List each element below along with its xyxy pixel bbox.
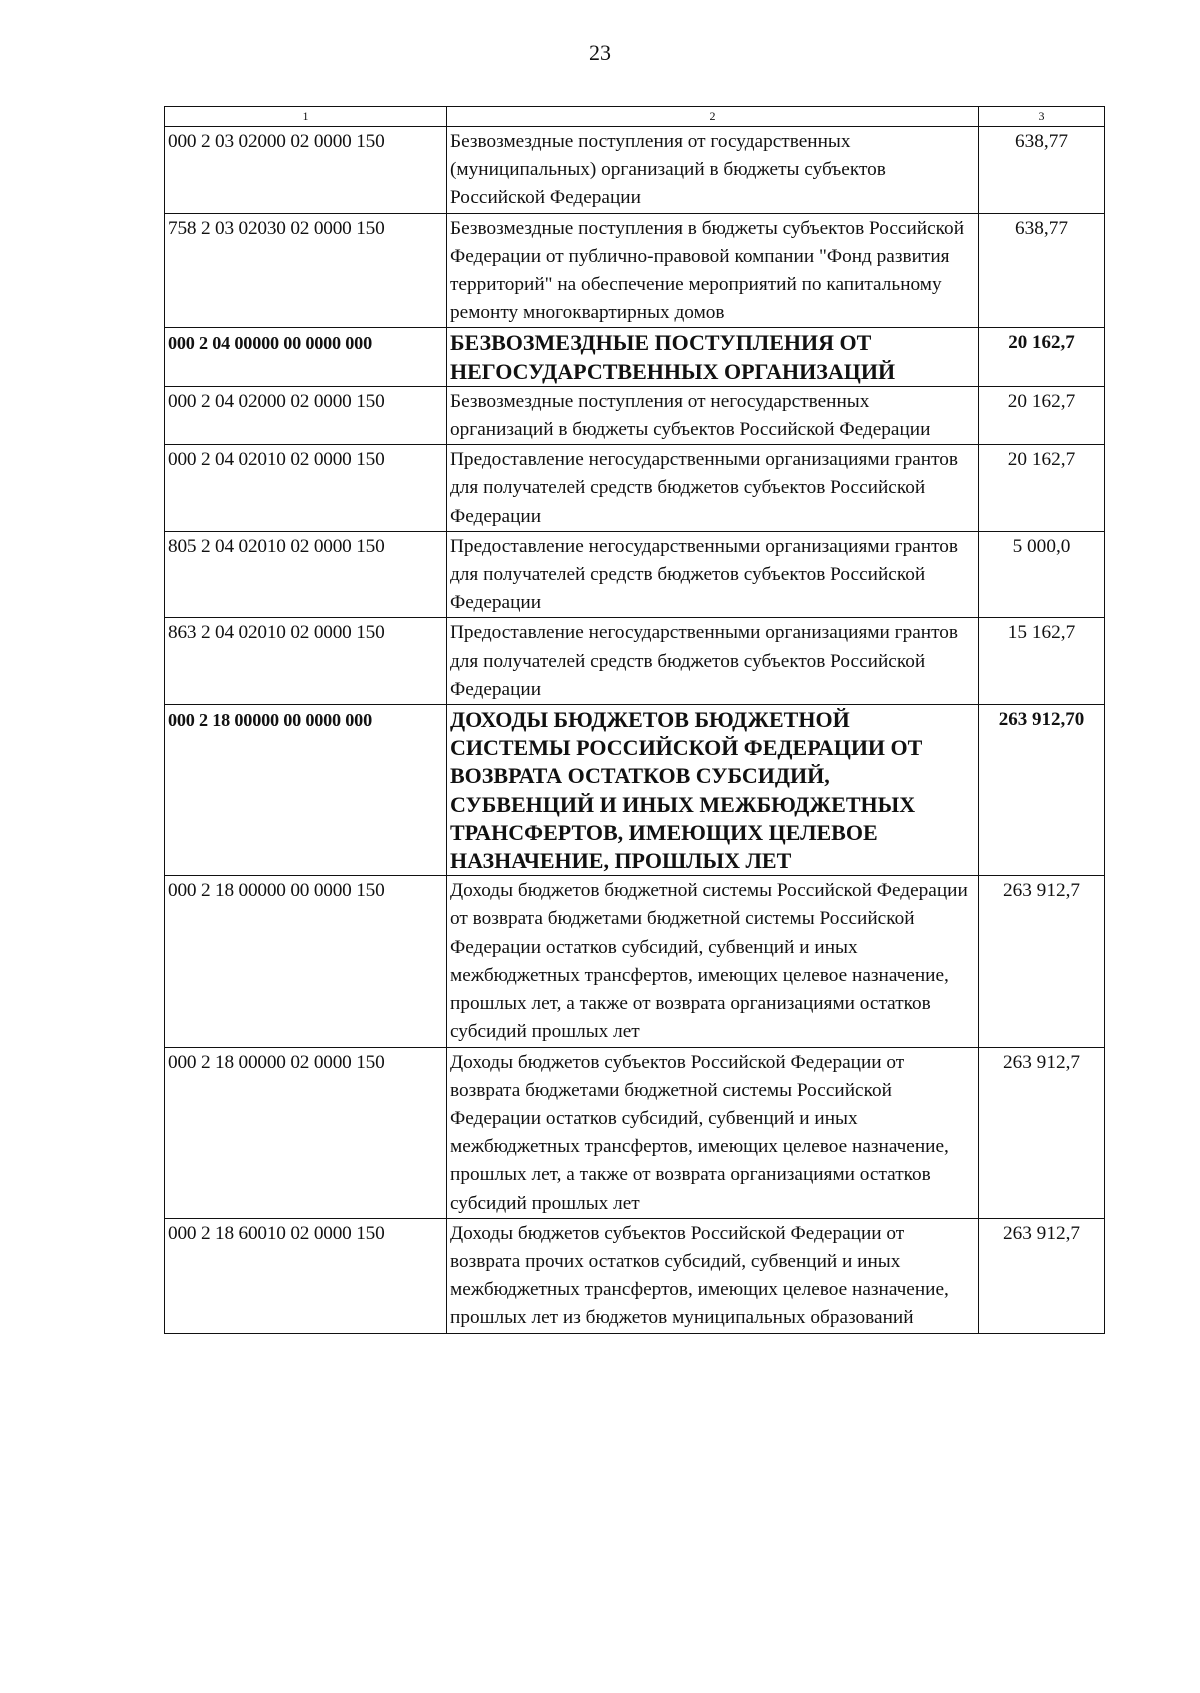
income-name: Доходы бюджетов бюджетной системы Российской Федерации от возврата бюджетами бюджетной системы Российской Федерации остатков субсидий, субвенций и иных межбюджетных трансфертов, имеющих целевое назначение, прошлых лет, а также от возврата организациями остатков субсидий прошлых лет (447, 876, 979, 1047)
table-row (165, 328, 1105, 386)
amount: 263 912,7 (979, 1218, 1105, 1333)
table-row (165, 445, 1105, 532)
table-row (165, 213, 1105, 328)
income-name: Безвозмездные поступления от государственных (муниципальных) организаций в бюджеты субъектов Российской Федерации (447, 127, 979, 214)
table-row (165, 1047, 1105, 1218)
amount: 20 162,7 (979, 445, 1105, 532)
budget-code: 000 2 03 02000 02 0000 150 (165, 127, 447, 214)
income-name: Доходы бюджетов субъектов Российской Федерации от возврата прочих остатков субсидий, субвенций и иных межбюджетных трансфертов, имеющих целевое назначение, прошлых лет из бюджетов муниципальных образований (447, 1218, 979, 1333)
income-name: Предоставление негосударственными организациями грантов для получателей средств бюджетов субъектов Российской Федерации (447, 618, 979, 705)
budget-revenue-table (164, 106, 1105, 1334)
amount: 638,77 (979, 213, 1105, 328)
column-header-name: 2 (447, 107, 979, 127)
column-header-code: 1 (165, 107, 447, 127)
income-name: Безвозмездные поступления от негосударственных организаций в бюджеты субъектов Российской Федерации (447, 386, 979, 444)
amount: 20 162,7 (979, 328, 1105, 386)
income-name: Предоставление негосударственными организациями грантов для получателей средств бюджетов субъектов Российской Федерации (447, 531, 979, 618)
table-row (165, 127, 1105, 214)
budget-code: 000 2 18 60010 02 0000 150 (165, 1218, 447, 1333)
budget-code: 000 2 04 00000 00 0000 000 (165, 328, 447, 386)
income-name: ДОХОДЫ БЮДЖЕТОВ БЮДЖЕТНОЙ СИСТЕМЫ РОССИЙСКОЙ ФЕДЕРАЦИИ ОТ ВОЗВРАТА ОСТАТКОВ СУБСИДИЙ, СУБВЕНЦИЙ И ИНЫХ МЕЖБЮДЖЕТНЫХ ТРАНСФЕРТОВ, ИМЕЮЩИХ ЦЕЛЕВОЕ НАЗНАЧЕНИЕ, ПРОШЛЫХ ЛЕТ (447, 705, 979, 876)
budget-code: 000 2 04 02010 02 0000 150 (165, 445, 447, 532)
budget-code: 000 2 04 02000 02 0000 150 (165, 386, 447, 444)
budget-code: 863 2 04 02010 02 0000 150 (165, 618, 447, 705)
amount: 263 912,7 (979, 1047, 1105, 1218)
budget-code: 758 2 03 02030 02 0000 150 (165, 213, 447, 328)
amount: 15 162,7 (979, 618, 1105, 705)
table-row (165, 386, 1105, 444)
income-name: Предоставление негосударственными организациями грантов для получателей средств бюджетов субъектов Российской Федерации (447, 445, 979, 532)
income-name: Безвозмездные поступления в бюджеты субъектов Российской Федерации от публично-правовой компании "Фонд развития территорий" на обеспечение мероприятий по капитальному ремонту многоквартирных домов (447, 213, 979, 328)
budget-code: 000 2 18 00000 02 0000 150 (165, 1047, 447, 1218)
budget-code: 000 2 18 00000 00 0000 000 (165, 705, 447, 876)
table-row (165, 618, 1105, 705)
amount: 263 912,7 (979, 876, 1105, 1047)
income-name: Доходы бюджетов субъектов Российской Федерации от возврата бюджетами бюджетной системы Российской Федерации остатков субсидий, субвенций и иных межбюджетных трансфертов, имеющих целевое назначение, прошлых лет, а также от возврата организациями остатков субсидий прошлых лет (447, 1047, 979, 1218)
table-row (165, 705, 1105, 876)
budget-code: 805 2 04 02010 02 0000 150 (165, 531, 447, 618)
table-row (165, 1218, 1105, 1333)
page-number: 23 (589, 40, 611, 65)
amount: 5 000,0 (979, 531, 1105, 618)
amount: 638,77 (979, 127, 1105, 214)
column-header-amount: 3 (979, 107, 1105, 127)
table-row (165, 531, 1105, 618)
amount: 263 912,70 (979, 705, 1105, 876)
amount: 20 162,7 (979, 386, 1105, 444)
income-name: БЕЗВОЗМЕЗДНЫЕ ПОСТУПЛЕНИЯ ОТ НЕГОСУДАРСТВЕННЫХ ОРГАНИЗАЦИЙ (447, 328, 979, 386)
header-row (165, 107, 1105, 127)
budget-code: 000 2 18 00000 00 0000 150 (165, 876, 447, 1047)
table-row (165, 876, 1105, 1047)
